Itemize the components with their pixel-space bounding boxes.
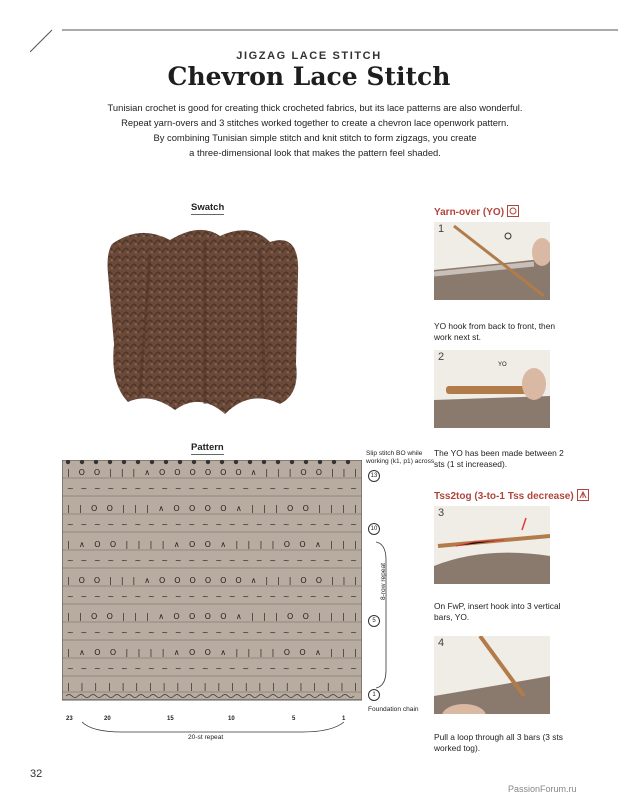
- svg-text:~ ~ ~ ~ ~ ~ ~ ~ ~ ~ ~ ~ ~ ~ ~: ~ ~ ~ ~ ~ ~ ~ ~ ~ ~ ~ ~ ~ ~ ~ ~ ~ ~ ~ ~ ~ ~: [67, 484, 357, 493]
- watermark: PassionForum.ru: [508, 784, 577, 794]
- page-title: Chevron Lace Stitch: [167, 62, 451, 91]
- row-marker-10: 10: [368, 523, 380, 535]
- swatch-label: Swatch: [191, 202, 225, 213]
- foundation-label: Foundation chain: [368, 706, 419, 713]
- row-marker-5: 5: [368, 615, 380, 627]
- yo-photo-label: YO: [498, 362, 507, 368]
- step-caption-1: YO hook from back to front, then work next st.: [434, 321, 556, 342]
- intro-line: By combining Tunisian simple stitch and knit stitch to form zigzags, you create: [153, 132, 477, 143]
- intro-line: Tunisian crochet is good for creating thick crocheted fabrics, but its lace patterns are also wonderful.: [107, 102, 523, 113]
- intro-text: [70, 100, 560, 160]
- step-photo-1: [434, 222, 550, 300]
- column-number: 15: [167, 716, 174, 722]
- svg-text:| | O O | | | ∧ O O O O ∧ | |: | | O O | | | ∧ O O O O ∧ | | | O O | | | |: [67, 612, 357, 621]
- step-photo-2: [434, 350, 550, 428]
- svg-text:| | O O | | | ∧ O O O O ∧ | |: | | O O | | | ∧ O O O O ∧ | | | O O | | | |: [67, 504, 357, 513]
- yarn-over-title: [434, 205, 519, 218]
- step-caption-2: The YO has been made between 2 sts (1 st increased).: [434, 448, 564, 469]
- svg-text:| | | | | | | | | | | | | | |: | | | | | | | | | | | | | | | | | | | | | |: [66, 682, 358, 691]
- svg-text:| O O | | | ∧ O O O O O O ∧ |: | O O | | | ∧ O O O O O O ∧ | | | O O | | |: [67, 576, 357, 585]
- step-number: 3: [438, 507, 445, 519]
- stitch-repeat-label: 20-st repeat: [188, 734, 224, 741]
- step-number: 2: [438, 351, 445, 363]
- svg-text:~ ~ ~ ~ ~ ~ ~ ~ ~ ~ ~ ~ ~ ~ ~: ~ ~ ~ ~ ~ ~ ~ ~ ~ ~ ~ ~ ~ ~ ~ ~ ~ ~ ~ ~ ~ ~: [67, 556, 357, 565]
- column-number: 5: [292, 716, 296, 722]
- intro-line: Repeat yarn-overs and 3 stitches worked together to create a chevron lace openwork pattern.: [121, 117, 509, 128]
- step-photo-3: [434, 506, 550, 584]
- bindoff-note: Slip stitch BO while working (k1, p1) across: [366, 450, 435, 465]
- svg-text:| ∧ O O | | | | ∧ O O ∧ | | |: | ∧ O O | | | | ∧ O O ∧ | | | | O O ∧ | | |: [67, 648, 357, 657]
- decrease-title: [434, 489, 589, 502]
- stitch-chart: [62, 460, 362, 742]
- page-kicker: JIGZAG LACE STITCH: [236, 50, 382, 62]
- column-number: 10: [228, 716, 235, 722]
- step-caption-4: Pull a loop through all 3 bars (3 sts worked tog).: [434, 732, 563, 753]
- row-marker-1: 1: [368, 689, 380, 701]
- decrease-title-text: Tss2tog (3-to-1 Tss decrease): [434, 491, 574, 502]
- swatch-photo: [100, 214, 310, 424]
- svg-text:| O O | | | ∧ O O O O O O ∧ |: | O O | | | ∧ O O O O O O ∧ | | | O O | | |: [67, 468, 357, 477]
- column-number: 20: [104, 716, 111, 722]
- row-repeat-label: 8-row repeat: [380, 562, 387, 600]
- row-marker-13: 13: [368, 470, 380, 482]
- svg-text:~ ~ ~ ~ ~ ~ ~ ~ ~ ~ ~ ~ ~ ~ ~: ~ ~ ~ ~ ~ ~ ~ ~ ~ ~ ~ ~ ~ ~ ~ ~ ~ ~ ~ ~ ~ ~: [67, 520, 357, 529]
- photo-illustration: [434, 506, 550, 584]
- svg-text:~ ~ ~ ~ ~ ~ ~ ~ ~ ~ ~ ~ ~ ~ ~: ~ ~ ~ ~ ~ ~ ~ ~ ~ ~ ~ ~ ~ ~ ~ ~ ~ ~ ~ ~ ~ ~: [67, 628, 357, 637]
- step-caption-3: On FwP, insert hook into 3 vertical bars, YO.: [434, 601, 561, 622]
- svg-text:~ ~ ~ ~ ~ ~ ~ ~ ~ ~ ~ ~ ~ ~ ~: ~ ~ ~ ~ ~ ~ ~ ~ ~ ~ ~ ~ ~ ~ ~ ~ ~ ~ ~ ~ ~ ~: [67, 592, 357, 601]
- yarn-over-title-text: Yarn-over (YO): [434, 207, 505, 218]
- photo-illustration: [434, 636, 550, 714]
- intro-line: a three-dimensional look that makes the pattern feel shaded.: [189, 147, 441, 158]
- pattern-label: Pattern: [191, 442, 224, 453]
- step-number: 4: [438, 637, 445, 649]
- step-number: 1: [438, 223, 445, 235]
- svg-text:~ ~ ~ ~ ~ ~ ~ ~ ~ ~ ~ ~ ~ ~ ~: ~ ~ ~ ~ ~ ~ ~ ~ ~ ~ ~ ~ ~ ~ ~ ~ ~ ~ ~ ~ ~ ~: [67, 664, 357, 673]
- yo-symbol-icon: [507, 205, 519, 217]
- photo-illustration: [434, 222, 550, 300]
- column-number: 23: [66, 716, 73, 722]
- decrease-symbol-icon: [577, 489, 589, 501]
- page-number: 32: [30, 768, 43, 780]
- step-photo-4: [434, 636, 550, 714]
- column-number: 1: [342, 716, 346, 722]
- photo-illustration: [434, 350, 550, 428]
- svg-text:| ∧ O O | | | | ∧ O O ∧ | | |: | ∧ O O | | | | ∧ O O ∧ | | | | O O ∧ | | |: [67, 540, 357, 549]
